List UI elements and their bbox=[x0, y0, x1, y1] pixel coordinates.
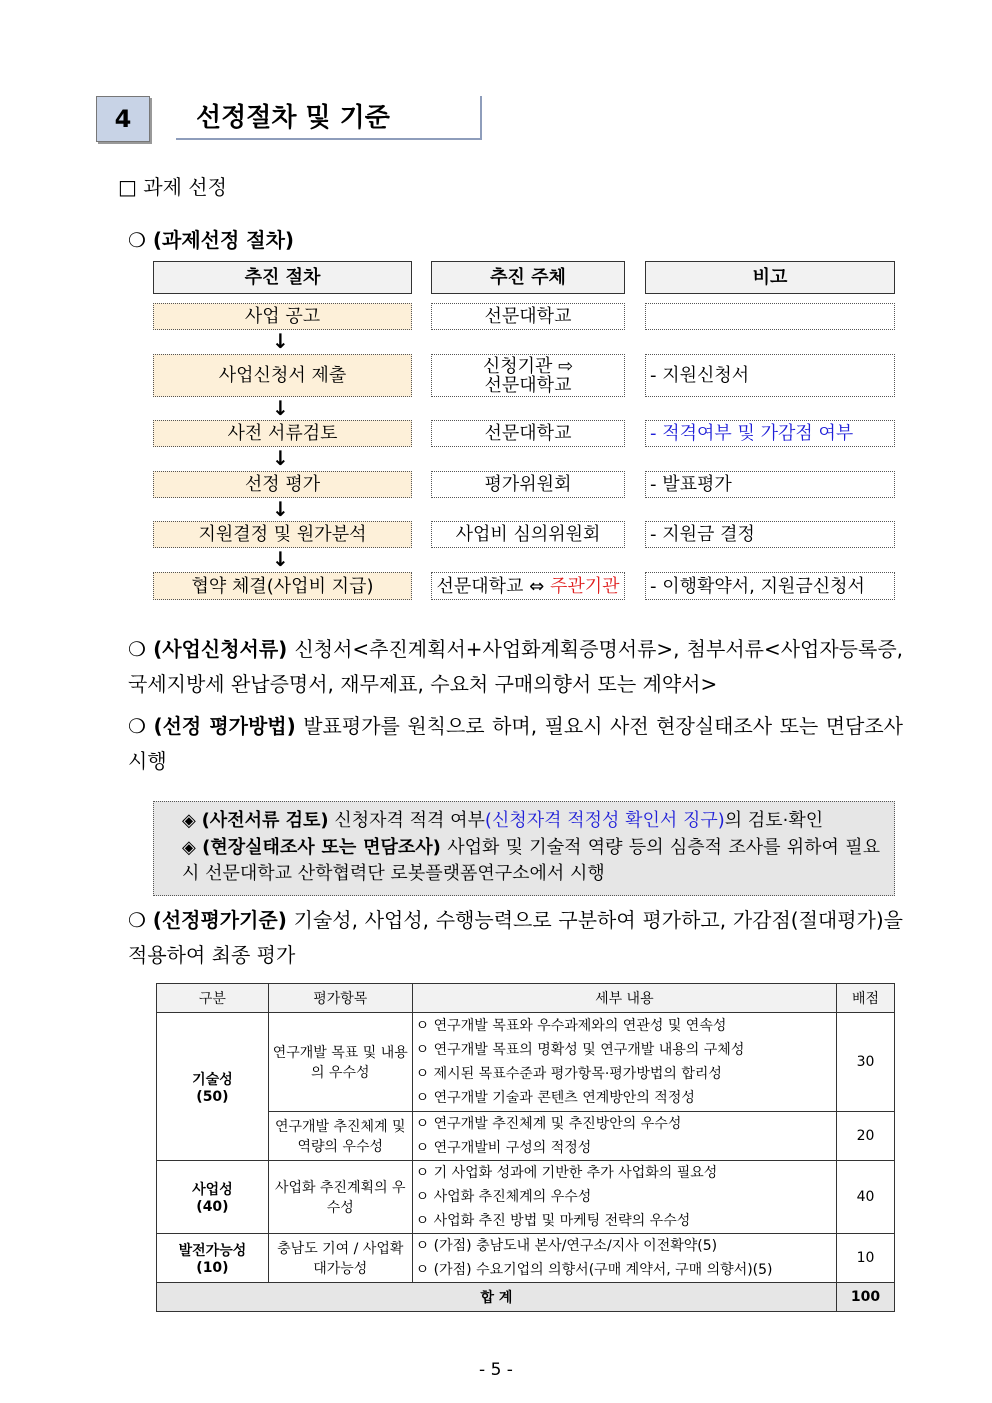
flow-note: - 발표평가 bbox=[645, 471, 895, 498]
procedure-title: ❍ (과제선정 절차) bbox=[128, 228, 295, 252]
flow-arrow: ↓ bbox=[272, 547, 289, 571]
section-number-box bbox=[96, 96, 150, 142]
flow-entity-line: 신청기관 ⇨ bbox=[482, 355, 574, 377]
section-title: 선정절차 및 기준 bbox=[196, 103, 390, 133]
bullet: ❍ bbox=[128, 637, 146, 661]
info-text-highlight: (신청자격 적정성 확인서 징구) bbox=[484, 810, 725, 831]
flow-step: 사업신청서 제출 bbox=[153, 354, 412, 397]
section-number: 4 bbox=[114, 105, 132, 133]
category-cell bbox=[157, 1161, 269, 1234]
category-name: 발전가능성 bbox=[178, 1243, 247, 1259]
detail-line: ㅇ (가점) 수요기업의 의향서(구매 계약서, 구매 의향서)(5) bbox=[415, 1262, 773, 1278]
total-score: 100 bbox=[837, 1283, 895, 1312]
flow-entity-highlight: 주관기관 bbox=[549, 575, 620, 597]
flow-step: 지원결정 및 원가분석 bbox=[153, 521, 412, 548]
item-cell: 연구개발 목표 및 내용의 우수성 bbox=[268, 1013, 412, 1112]
flow-note: - 이행확약서, 지원금신청서 bbox=[645, 572, 895, 600]
detail-line: ㅇ 연구개발비 구성의 적정성 bbox=[415, 1140, 592, 1156]
details-cell bbox=[412, 1234, 836, 1283]
section-title-rightline bbox=[480, 96, 482, 140]
section-title-underline bbox=[176, 138, 482, 140]
detail-line: ㅇ 연구개발 목표와 우수과제와의 연관성 및 연속성 bbox=[415, 1018, 727, 1034]
table-header: 평가항목 bbox=[268, 984, 412, 1013]
bullet: ❍ bbox=[128, 908, 146, 932]
flow-entity-line: 선문대학교 bbox=[484, 374, 572, 396]
detail-line: ㅇ 기 사업화 성과에 기반한 추가 사업화의 필요성 bbox=[415, 1165, 718, 1181]
flow-arrow: ↓ bbox=[272, 446, 289, 470]
flow-note: - 적격여부 및 가감점 여부 bbox=[645, 420, 895, 447]
item-cell: 사업화 추진계획의 우수성 bbox=[268, 1161, 412, 1234]
detail-line: ㅇ 사업화 추진체계의 우수성 bbox=[415, 1189, 592, 1205]
flow-header-step: 추진 절차 bbox=[153, 261, 412, 294]
flow-note bbox=[645, 303, 895, 330]
flow-arrow: ↓ bbox=[272, 497, 289, 521]
category-name: 기술성 bbox=[192, 1071, 233, 1088]
category-name: 사업성 bbox=[192, 1182, 233, 1198]
category-score: (40) bbox=[196, 1199, 229, 1215]
info-box bbox=[153, 801, 895, 896]
flow-entity-part: 선문대학교 ⇔ bbox=[436, 575, 550, 597]
bullet: ❍ bbox=[128, 714, 146, 738]
details-cell bbox=[412, 1013, 836, 1112]
info-item bbox=[182, 835, 880, 887]
info-label: (현장실태조사 또는 면담조사) bbox=[202, 837, 441, 858]
info-text: 의 검토·확인 bbox=[724, 810, 824, 831]
table-header: 구분 bbox=[157, 984, 269, 1013]
score-cell: 40 bbox=[837, 1161, 895, 1234]
info-item bbox=[182, 807, 880, 835]
category-score: (50) bbox=[196, 1088, 229, 1105]
details-cell bbox=[412, 1112, 836, 1161]
detail-line: ㅇ 사업화 추진 방법 및 마케팅 전략의 우수성 bbox=[415, 1213, 691, 1229]
info-label: (사전서류 검토) bbox=[201, 810, 329, 831]
flow-note: - 지원금 결정 bbox=[645, 521, 895, 548]
score-cell: 30 bbox=[837, 1013, 895, 1112]
flow-entity bbox=[431, 354, 625, 397]
category-cell bbox=[157, 1013, 269, 1161]
flow-step: 선정 평가 bbox=[153, 471, 412, 498]
flow-step: 사업 공고 bbox=[153, 303, 412, 330]
table-header: 배점 bbox=[837, 984, 895, 1013]
item-cell: 충남도 기여 / 사업확대가능성 bbox=[268, 1234, 412, 1283]
info-text: 사업화 및 기술적 역량 등의 심층적 조사를 위하여 필요시 선문대학교 산학협력단 로봇플랫폼연구소에서 시행 bbox=[182, 837, 880, 884]
criteria-text: 기술성, 사업성, 수행능력으로 구분하여 평가하고, 가감점(절대평가)을 적용하여 최종 평가 bbox=[128, 908, 903, 967]
flow-step: 사전 서류검토 bbox=[153, 420, 412, 447]
criteria-paragraph bbox=[128, 903, 903, 973]
flow-header-entity: 추진 주체 bbox=[431, 261, 625, 294]
detail-line: ㅇ 제시된 목표수준과 평가항목·평가방법의 합리성 bbox=[415, 1066, 722, 1082]
flow-step: 협약 체결(사업비 지급) bbox=[153, 572, 412, 600]
flow-arrow: ↓ bbox=[272, 329, 289, 353]
docs-label: (사업신청서류) bbox=[153, 637, 288, 661]
item-cell: 연구개발 추진체계 및 역량의 우수성 bbox=[268, 1112, 412, 1161]
detail-line: ㅇ 연구개발 기술과 콘텐츠 연계방안의 적정성 bbox=[415, 1090, 695, 1106]
flow-note: - 지원신청서 bbox=[645, 354, 895, 397]
criteria-label: (선정평가기준) bbox=[152, 908, 287, 932]
detail-line: ㅇ 연구개발 목표의 명확성 및 연구개발 내용의 구체성 bbox=[415, 1042, 745, 1058]
docs-paragraph bbox=[128, 632, 903, 702]
details-cell bbox=[412, 1161, 836, 1234]
table-header: 세부 내용 bbox=[412, 984, 836, 1013]
flow-entity: 평가위원회 bbox=[431, 471, 625, 498]
flow-header-note: 비고 bbox=[645, 261, 895, 294]
score-cell: 10 bbox=[837, 1234, 895, 1283]
flow-arrow: ↓ bbox=[272, 396, 289, 420]
diamond-icon: ◈ bbox=[182, 837, 196, 858]
page-number: - 5 - bbox=[479, 1360, 513, 1380]
method-label: (선정 평가방법) bbox=[153, 714, 296, 738]
heading-project-selection: □ 과제 선정 bbox=[118, 175, 227, 199]
category-score: (10) bbox=[196, 1260, 229, 1276]
info-text: 신청자격 적격 여부 bbox=[328, 810, 485, 831]
docs-text: 신청서<추진계획서+사업화계획증명서류>, 첨부서류<사업자등록증, 국세지방세 완납증명서, 재무제표, 수요처 구매의향서 또는 계약서> bbox=[128, 637, 903, 696]
flow-entity: 선문대학교 bbox=[431, 303, 625, 330]
evaluation-table bbox=[156, 983, 895, 1312]
method-text: 발표평가를 원칙으로 하며, 필요시 사전 현장실태조사 또는 면담조사 시행 bbox=[128, 714, 904, 773]
total-label: 합 계 bbox=[157, 1283, 837, 1312]
detail-line: ㅇ 연구개발 추진체계 및 추진방안의 우수성 bbox=[415, 1116, 682, 1132]
flow-entity: 선문대학교 bbox=[431, 420, 625, 447]
detail-line: ㅇ (가점) 충남도내 본사/연구소/지사 이전확약(5) bbox=[415, 1238, 718, 1254]
method-paragraph bbox=[128, 709, 903, 779]
diamond-icon: ◈ bbox=[182, 810, 196, 831]
flow-entity: 사업비 심의위원회 bbox=[431, 521, 625, 548]
score-cell: 20 bbox=[837, 1112, 895, 1161]
category-cell bbox=[157, 1234, 269, 1283]
flow-entity bbox=[431, 572, 625, 600]
